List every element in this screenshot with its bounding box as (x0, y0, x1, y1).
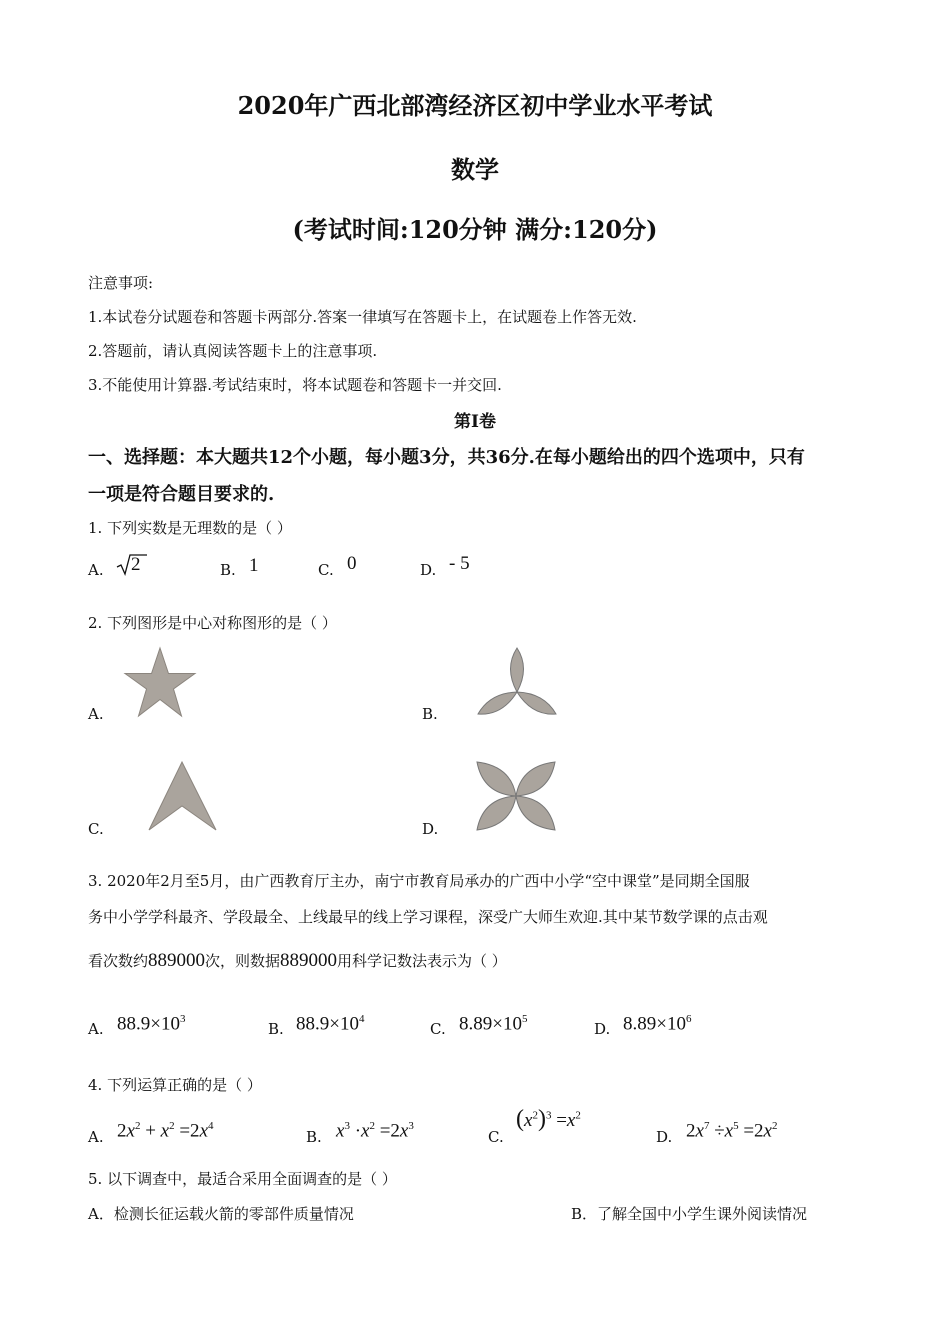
q1-option-b-label: B. (220, 561, 236, 579)
subject-title: 数学 (451, 155, 499, 184)
four-petal-icon (473, 758, 559, 834)
star-icon (122, 646, 198, 720)
q5-option-b: B．了解全国中小学生课外阅读情况 (571, 1205, 808, 1223)
section-heading-line1: 一、选择题：本大题共12个小题，每小题3分，共36分.在每小题给出的四个选项中，只有 (88, 447, 805, 468)
q1-option-c-value: 0 (347, 553, 357, 574)
q2-stem: 2. 下列图形是中心对称图形的是（ ） (88, 614, 337, 632)
exam-info: (考试时间:120分钟 满分:120分) (292, 215, 658, 244)
q1-option-b-value: 1 (249, 555, 259, 576)
volume-label: 第Ⅰ卷 (454, 412, 496, 432)
q3-option-d-label: D. (594, 1020, 611, 1038)
q3-stem-line3: 看次数约889000次，则数据889000用科学记数法表示为（ ） (88, 950, 507, 971)
three-petal-icon (476, 646, 558, 718)
q3-option-b-value: $88.9\times 10^4$ (296, 1013, 365, 1035)
q3-stem-line2: 务中小学学科最齐、学段最全、上线最早的线上学习课程，深受广大师生欢迎.其中某节数学课的点击观 (88, 908, 768, 926)
arrowhead-icon (146, 760, 218, 832)
q3-stem-line1: 3. 2020年2月至5月，由广西教育厅主办，南宁市教育局承办的广西中小学“空中课堂”是同期全国服 (88, 872, 750, 890)
q4-option-b-label: B. (306, 1128, 322, 1146)
q4-option-a-formula: $2x^2 + x^2 =2x^4$ (117, 1120, 214, 1142)
q3-option-c-label: C. (430, 1020, 446, 1038)
q1-option-a-label: A. (88, 561, 104, 579)
q4-option-d-label: D. (656, 1128, 673, 1146)
q3-option-c-value: $8.89\times 10^5$ (459, 1013, 528, 1035)
exam-title: 2020年广西北部湾经济区初中学业水平考试 (237, 91, 713, 120)
note-item-2: 2.答题前，请认真阅读答题卡上的注意事项. (88, 342, 378, 360)
q5-option-a: A．检测长征运载火箭的零部件质量情况 (88, 1205, 354, 1223)
q1-option-c-label: C. (318, 561, 334, 579)
q1-option-a-value: 2 (116, 553, 148, 579)
q1-option-d-label: D. (420, 561, 437, 579)
q5-stem: 5. 以下调查中，最适合采用全面调查的是（ ） (88, 1170, 397, 1188)
q1-option-d-value: - 5 (449, 553, 470, 574)
note-item-1: 1.本试卷分试题卷和答题卡两部分.答案一律填写在答题卡上，在试题卷上作答无效. (88, 308, 637, 326)
q3-option-d-value: $8.89\times 10^6$ (623, 1013, 692, 1035)
section-heading-line2: 一项是符合题目要求的. (88, 484, 275, 505)
q2-option-b-label: B. (422, 705, 438, 723)
q3-option-a-label: A. (88, 1020, 104, 1038)
q2-option-d-label: D. (422, 820, 439, 838)
notes-heading: 注意事项: (88, 274, 154, 292)
q1-stem: 1. 下列实数是无理数的是（ ） (88, 519, 292, 537)
note-item-3: 3.不能使用计算器.考试结束时，将本试题卷和答题卡一并交回. (88, 376, 502, 394)
q4-option-d-formula: $2x^7 \div x^5 =2x^2$ (686, 1120, 778, 1142)
q4-option-a-label: A. (88, 1128, 104, 1146)
q2-option-a-label: A. (88, 705, 104, 723)
q2-option-c-label: C. (88, 820, 104, 838)
q4-option-c-formula: $(x^2)^3 =x^2$ (516, 1106, 581, 1132)
q4-option-b-formula: $x^3 \cdot x^2 =2x^3$ (336, 1120, 414, 1142)
q3-option-b-label: B. (268, 1020, 284, 1038)
q3-option-a-value: $88.9\times 10^3$ (117, 1013, 186, 1035)
q4-option-c-label: C. (488, 1128, 504, 1146)
q4-stem: 4. 下列运算正确的是（ ） (88, 1076, 262, 1094)
